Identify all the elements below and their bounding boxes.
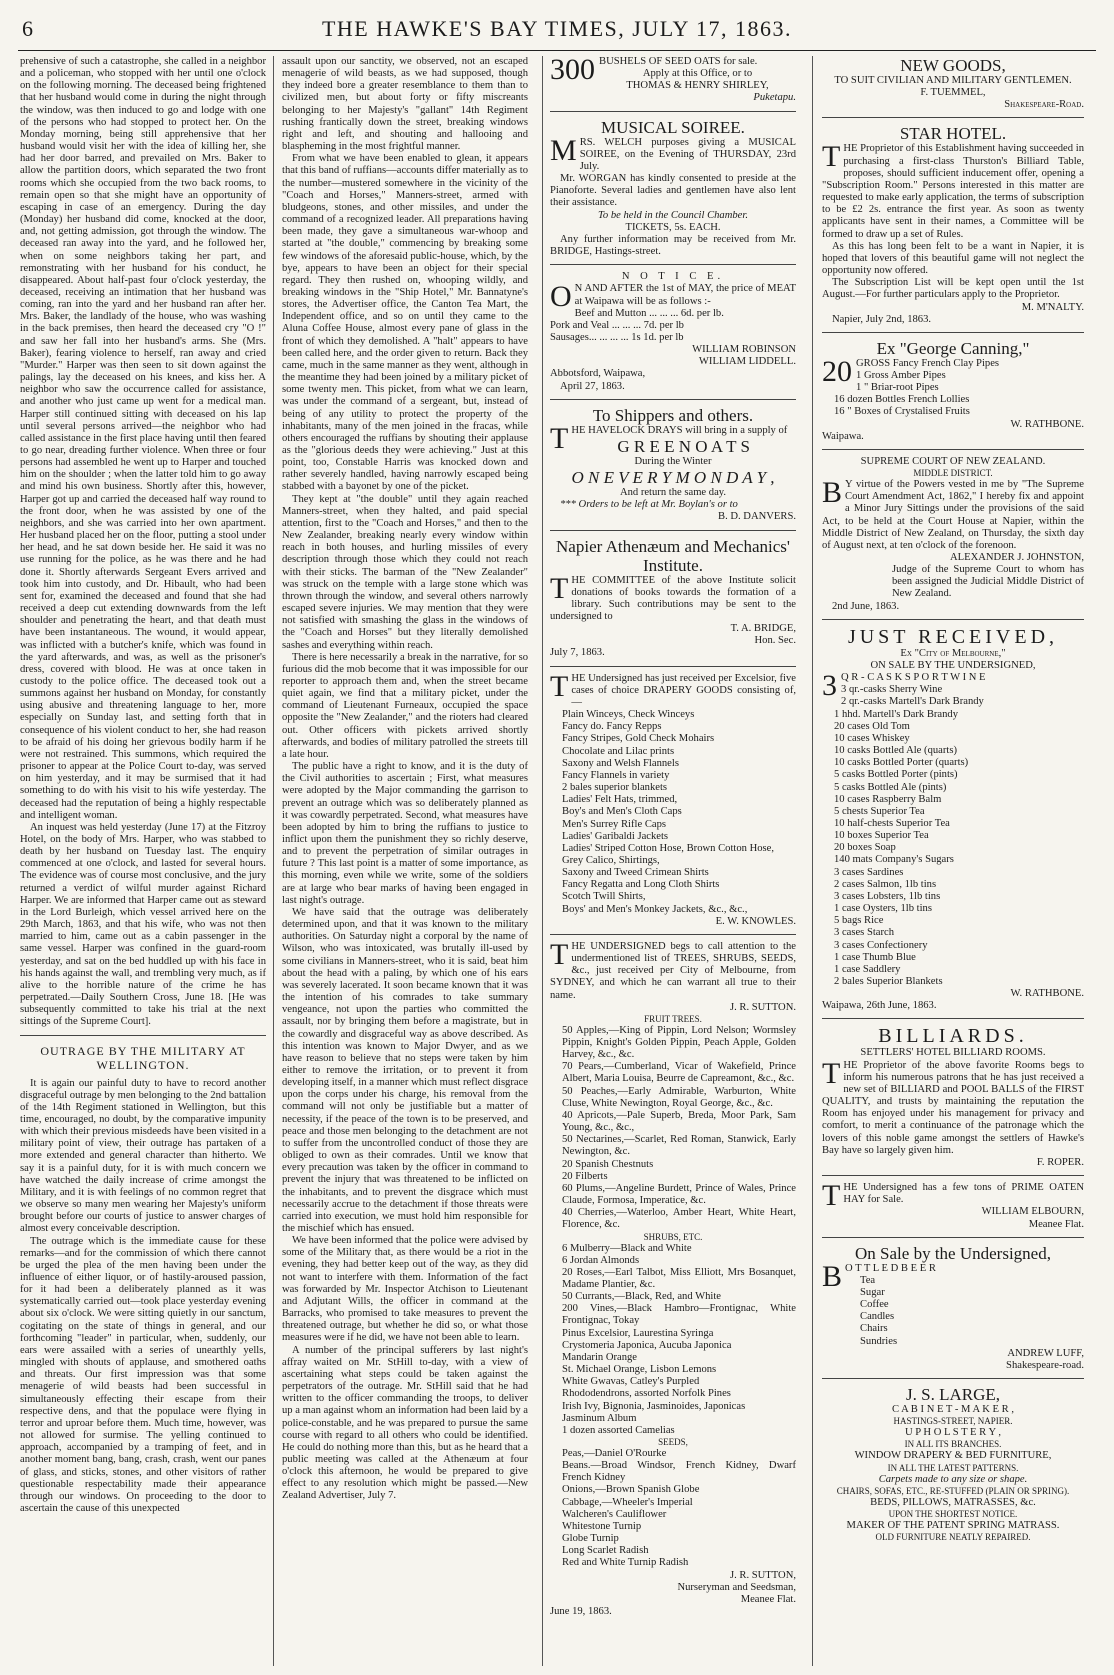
list-heading: FRUIT TREES. bbox=[644, 1013, 702, 1024]
list-item: 5 chests Superior Tea bbox=[834, 805, 925, 817]
list-item: 2 bales superior blankets bbox=[562, 782, 668, 794]
list-item: 20 Filberts bbox=[562, 1170, 608, 1182]
list-item: Ladies' Garibaldi Jackets bbox=[562, 830, 669, 842]
column-rule bbox=[812, 56, 813, 1666]
ad-text: HASTINGS-STREET, NAPIER. bbox=[893, 1416, 1013, 1427]
drop-cap: T bbox=[550, 421, 569, 455]
list-item: 1 hhd. Martell's Dark Brandy bbox=[834, 708, 959, 720]
ad-date: July 7, 1863. bbox=[550, 647, 605, 659]
list-item: 10 cases Raspberry Balm bbox=[834, 793, 942, 805]
ad-heading: JUST RECEIVED, bbox=[847, 625, 1059, 648]
article-paragraph: It is again our painful duty to have to record another disgraceful outrage by men belonging to the 2nd battalion of the 14th Regiment stationed in Wellington, but this time, encouraged, no doubt, by the comparative impunity with which their previous misdeeds have been visited in a military point of view, their outrage has partaken of a more extended and general character than hitherto. We say it is a painful duty, for it is with much concern we have watched the daily increase of crime amongst the Military, and it is with feelings of no common regret that we observe so many men wearing her Majesty's uniform brought before our courts of justice to answer charges of almost every conceivable description. bbox=[20, 1077, 266, 1235]
ad-text: C A B I N E T - M A K E R , bbox=[891, 1404, 1015, 1416]
list-item: Plain Winceys, Check Winceys bbox=[562, 709, 695, 721]
divider bbox=[822, 1018, 1084, 1019]
ad-heading: SUPREME COURT OF NEW ZEALAND. bbox=[860, 455, 1046, 467]
ad-number: 300 bbox=[550, 56, 595, 86]
ad-drapery bbox=[550, 669, 796, 928]
list-item: Cabbage,—Wheeler's Imperial bbox=[562, 1496, 693, 1508]
list-item: Coffee bbox=[860, 1299, 889, 1311]
list-item: Fancy Regatta and Long Cloth Shirts bbox=[562, 879, 720, 891]
list-item: 1 case Thumb Blue bbox=[834, 951, 916, 963]
ad-text: HE Proprietor of the above favorite Rooms begs to inform his numerous patrons that he has just received a new set of BILLIARD and POOL BALLS of the FIRST QUALITY, and trusts by maintaining the reputation the Room has enjoyed under his management for privacy and comfort, to merit a continuance of the patronage which the lovers of this noble game amongst the settlers of Hawke's Bay have so largely given him. bbox=[822, 1059, 1084, 1156]
list-item: 60 Plums,—Angeline Burdett, Prince of Wales, Prince Claude, Formosa, Imperatice, &c. bbox=[562, 1182, 796, 1207]
article-paragraph: They kept at "the double" until they again reached Manners-street, when they halted, and paid special attention, first to the "Coach and Horses," and then to the New Zealander, breaking nearly every window within reach in both houses, and hurling missiles of every description through those which they could not reach with their sticks. The barman of the "New Zealander" was struck on the temple with a large stone which was thrown through the window, and several others narrowly escaped severe injuries. We may mention that they were not satisfied with smashing the glass in the windows of the "Coach and Horses" but they literally demolished sashes and everything within reach. bbox=[282, 493, 528, 651]
price-line: Sausages... ... ... ... 1s 1d. per lb bbox=[550, 331, 684, 343]
ad-signature: F. ROPER. bbox=[1036, 1156, 1084, 1168]
list-item: Jasminum Album bbox=[562, 1412, 637, 1424]
ad-subheading: MIDDLE DISTRICT. bbox=[913, 468, 993, 479]
ad-date: April 27, 1863. bbox=[560, 380, 625, 392]
list-item: Beans.—Broad Windsor, French Kidney, Dwarf French Kidney bbox=[562, 1460, 796, 1484]
drapery-list bbox=[550, 709, 796, 916]
ad-oaten-hay bbox=[822, 1179, 1084, 1231]
list-item: Crystomeria Japonica, Aucuba Japonica bbox=[562, 1339, 732, 1351]
list-item: GROSS Fancy French Clay Pipes bbox=[856, 357, 1000, 369]
list-item: 40 Apricots,—Pale Superb, Breda, Moor Park, Sam Young, &c., &c., bbox=[562, 1109, 796, 1134]
list-item: 20 cases Old Tom bbox=[834, 720, 910, 732]
list-heading: SHRUBS, ETC. bbox=[643, 1231, 703, 1242]
list-item: Peas,—Daniel O'Rourke bbox=[562, 1448, 667, 1459]
ad-text: HE Undersigned has just received per Excelsior, five cases of choice DRAPERY GOODS consisting of,— bbox=[571, 672, 796, 708]
article-paragraph: There is here necessarily a break in the narrative, for so furious did the mob become that it was impossible for our reporter to approach them and, when the street became quiet again, we find that a military picket, under the command of Lieutenant Furneaux, occupied the space opposite the "New Zealander," and the rioters had cleared out. Other officers with pickets arrived shortly afterwards, and bodies of military patrolled the streets till a late hour. bbox=[282, 651, 528, 760]
ad-heading: N O T I C E. bbox=[621, 271, 725, 283]
ad-feature: G R E E N O A T S bbox=[617, 436, 750, 456]
ad-text: O T T L E D B E E R bbox=[845, 1262, 936, 1274]
ad-signature: T. A. BRIDGE, bbox=[730, 623, 796, 635]
price-line: Pork and Veal ... ... ... 7d. per lb bbox=[550, 319, 684, 331]
drop-cap: T bbox=[822, 1179, 841, 1213]
ad-meat-notice bbox=[550, 271, 796, 393]
list-item: Fancy Stripes, Gold Check Mohairs bbox=[562, 733, 715, 745]
article-paragraph: The public have a right to know, and it is the duty of the Civil authorities to ascertain ; First, what measures were adopted by the Major commanding the garrison to prevent an outrage which was so deliberately planned as it was cowardly perpetrated. Second, what measures have been adopted by him to bring the ruffians to justice to inflict upon them the punishment they so richly deserve, and to prevent the perpetration of similar outrages in future ? This last point is a matter of some importance, as this morning, even while we write, some of the soldiers are at large who bear marks of having been engaged in last night's outrage. bbox=[282, 761, 528, 906]
list-item: 5 casks Bottled Porter (pints) bbox=[834, 769, 958, 781]
ad-just-received bbox=[822, 626, 1084, 1013]
list-item: Saxony and Welsh Flannels bbox=[562, 757, 679, 769]
list-item: 1 case Saddlery bbox=[834, 963, 901, 975]
ad-athenaeum bbox=[550, 537, 796, 660]
ad-date: Napier, July 2nd, 1863. bbox=[832, 313, 932, 325]
drop-cap: O bbox=[550, 280, 572, 314]
ad-heading: BILLIARDS. bbox=[878, 1025, 1028, 1048]
ad-text: MAKER OF THE PATENT SPRING MATRASS. bbox=[846, 1519, 1060, 1531]
ad-heading: MUSICAL SOIREE. bbox=[601, 117, 745, 137]
divider bbox=[822, 619, 1084, 620]
list-item: 10 half-chests Superior Tea bbox=[834, 817, 950, 829]
divider bbox=[822, 1175, 1084, 1176]
ad-heading: To Shippers and others. bbox=[592, 405, 754, 425]
list-item: 3 qr.-casks Sherry Wine bbox=[841, 684, 943, 696]
list-item: Whitestone Turnip bbox=[562, 1520, 642, 1532]
ad-text: CHAIRS, SOFAS, ETC., RE-STUFFED (PLAIN OR SPRING). bbox=[836, 1485, 1070, 1496]
ad-star-hotel bbox=[822, 124, 1084, 325]
list-item: 2 qr.-casks Martell's Dark Brandy bbox=[841, 696, 984, 708]
list-item: Walcheren's Cauliflower bbox=[562, 1508, 667, 1520]
list-item: 1 dozen assorted Camelias bbox=[562, 1424, 675, 1436]
list-item: 3 cases Lobsters, 1lb tins bbox=[834, 890, 941, 902]
list-item: 6 Jordan Almonds bbox=[562, 1254, 640, 1266]
list-item: 3 cases Starch bbox=[834, 927, 895, 939]
divider bbox=[822, 1237, 1084, 1238]
page-number: 6 bbox=[22, 16, 33, 41]
ad-signature: W. RATHBONE. bbox=[1010, 988, 1084, 1000]
list-item: Fancy Flannels in variety bbox=[562, 769, 670, 781]
article-paragraph: An inquest was held yesterday (June 17) at the Fitzroy Hotel, on the body of Mrs. Harper, who was stabbed to death by her husband on Tuesday last. The enquiry commenced at one o'clock, and lasted for several hours. The evidence was of course most conclusive, and the jury returned a verdict of wilful murder against Richard Harper. We are informed that Harper came out as steward in the Lord Burleigh, which vessel arrived here on the 29th March, 1863, and that his wife, who was not then married to him, came out as a cabin passenger in the same vessel. Harper was confined in the guard-room yesterday, and sat on the bed huddled up with his face in his hands against the wall, and trembling very much, as if alive to the horrible nature of the crime he has perpetrated.—Daily Southern Cross, June 18. [He was subsequently committed to take his trial at the next sittings of the Supreme Court]. bbox=[20, 821, 266, 1028]
list-item: Tea bbox=[860, 1274, 876, 1286]
divider bbox=[550, 111, 796, 112]
list-item: 40 Cherries,—Waterloo, Amber Heart, White Heart, Florence, &c. bbox=[562, 1207, 796, 1231]
ad-text: HE UNDERSIGNED begs to call attention to the undermentioned list of TREES, SHRUBS, SEEDS, &c., just received per City of Melbourne, from SYDNEY, and which he can warrant all true to their name. bbox=[550, 940, 796, 1001]
list-item: Grey Calico, Shirtings, bbox=[562, 854, 660, 866]
ad-text: Mr. WORGAN has kindly consented to preside at the Pianoforte. Several ladies and gentlemen have also lent their assistance. bbox=[550, 173, 796, 209]
list-item: Globe Turnip bbox=[562, 1533, 619, 1545]
list-item: 20 Roses,—Earl Talbot, Miss Elliott, Mrs Bosanquet, Madame Plantier, &c. bbox=[562, 1266, 796, 1290]
list-item: 70 Pears,—Cumberland, Vicar of Wakefield, Prince Albert, Maria Louisa, Beurre de Capreamont, &c., &c. bbox=[562, 1061, 796, 1085]
article-paragraph: prehensive of such a catastrophe, she called in a neighbor and a policeman, who stopped with her until one o'clock on the following morning. The deceased being frightened that her husband would come in during the night through the window, was then induced to go and lodge with one of the persons who had stopped to protect her. On the Monday morning, being still apprehensive that her husband would visit her with the idea of killing her, she had her door barred, and prevailed on Mrs. Baker to allow the partition doors, which separated the two front rooms which she occupied from the two back rooms, to remain open so that she might have an opportunity of escaping in case of an emergency. During the day (Monday) her husband did come, knocked at the door, and, not getting admission, got through the window. The deceased ran away into the yard, and he followed her, when on some neighbors taking her part, and remonstrating with her husband for his conduct, he disappeared. About half-past four o'clock yesterday, the deceased, receiving an intimation that her husband was coming, ran into the yard and her husband ran after her. Mrs. Baker, the landlady of the house, who was washing in the back premises, then heard the deceased cry "O !" and saw her fall into her husband's arms. She (Mrs. Baker), fearing violence to herself, ran away and cried "Murder." Harper was then seen to sit down against the palings, lay the deceased on his knees, and kiss her. A neighbor who saw the occurrence called for assistance, and another who just came up went for a medical man. Harper still continued sitting with deceased on his lap until several persons arrived—the neighbor who had called assistance in the first place having until then feared to go near, dreading further violence. When three or four persons had assembled he went up to Harper and touched him on the shoulder ; when the latter told him to go away and mind his own business. Shortly after this, however, Harper got up and carried the deceased half way round to the front door, when he was assisted by one of the neighbors, and she was carried into her own apartment. Her husband placed her on the floor, putting a stool under her head, and he sat down beside her. He said it was no use running for the police, as he was there and he had done it. Shortly afterwards Sergeant Evers arrived and took him into custody, and Dr. Hibault, who had been sent for, examined the deceased and found that she had received a deep cut extending downwards from the left shoulder and penetrating the heart, and that death must have been instantaneous. The wound, it would appear, was inflicted with a butcher's knife, which was found in the yard afterwards, and was, as well as the prisoner's dress, covered with blood. He was at once taken in custody to the police office. The deceased took out a summons against her husband on Monday, for constantly using abusive and threatening language to her, more especially on Sunday last, and setting forth that in consequence of his violent conduct to her, she had reason to be afraid of his doing her grievous bodily harm if he were not restrained. This summons, which required the prisoner to appear at the Police Court to-day, was served on him yesterday, and it may be surmised that it had something to do with his visit to his wife yesterday. The deceased had the reputation of being a highly respectable and intelligent woman. bbox=[20, 56, 266, 821]
ad-signature: ANDREW LUFF, bbox=[1007, 1347, 1084, 1359]
price-line: Beef and Mutton ... ... ... 6d. per lb. bbox=[574, 307, 724, 319]
ad-subheading: SETTLERS' HOTEL BILLIARD ROOMS. bbox=[860, 1047, 1046, 1059]
list-heading: SEEDS, bbox=[658, 1437, 688, 1447]
ad-signature: WILLIAM ELBOURN, bbox=[981, 1206, 1084, 1218]
divider bbox=[550, 666, 796, 667]
ad-text: N AND AFTER the 1st of MAY, the price of MEAT at Waipawa will be as follows :- bbox=[574, 283, 796, 307]
list-item: 16 " Boxes of Crystalised Fruits bbox=[834, 406, 970, 418]
ad-signature: J. R. SUTTON, bbox=[729, 1569, 796, 1581]
drop-cap: T bbox=[822, 140, 841, 174]
divider bbox=[20, 1035, 266, 1036]
list-item: Candles bbox=[860, 1311, 895, 1323]
list-item: 3 cases Sardines bbox=[834, 866, 904, 878]
goods-list bbox=[822, 684, 1084, 988]
list-item: St. Michael Orange, Lisbon Lemons bbox=[562, 1364, 717, 1376]
list-item: 50 Currants,—Black, Red, and White bbox=[562, 1291, 721, 1303]
list-item: 2 bales Superior Blankets bbox=[834, 976, 943, 987]
beer-list bbox=[822, 1275, 1084, 1348]
drop-cap: T bbox=[550, 937, 569, 971]
ad-text: Any further information may be received from Mr. BRIDGE, Hastings-street. bbox=[550, 233, 796, 258]
list-item: Long Scarlet Radish bbox=[562, 1545, 649, 1557]
ad-venue: To be held in the Council Chamber. bbox=[598, 209, 748, 221]
list-item: Saxony and Tweed Crimean Shirts bbox=[562, 867, 709, 879]
list-item: Scotch Twill Shirts, bbox=[562, 891, 646, 903]
ad-text: As this has long been felt to be a want in Napier, it is hoped that lovers of this beautiful game will not neglect the opportunity now offered. bbox=[822, 240, 1084, 277]
pipes-list bbox=[822, 354, 1084, 419]
ad-place: Shakespeare-road. bbox=[1006, 1359, 1084, 1371]
article-paragraph: The outrage which is the immediate cause for these remarks—and for the commission of which there cannot be urged the plea of the men having been under the influence of either liquor, or of hastily-aroused passion, for it had been a deliberately planned as it was systematically carried out—took place yesterday evening about six o'clock. We were sitting quietly in our sanctum, cogitating on the state of things in general, and our forthcoming "leader" in particular, when, suddenly, our ears were assailed with a series of unearthly yells, mingled with shouts of applause, and smothered oaths and threats. Our first impression was that some menagerie of wild beasts had been successful in simultaneously effecting their escape from their respective dens, and that the populace were flying in terror and uproar before them. Much time, however, was not allowed for surmise. The yelling continued to approach, accompanied by a tramping of feet, and in another moment bang, bang, crash, crash, went our panes of glass, and sticks, stones, and other visitors of rather questionable respectability made their appearance through our windows. On proceeding to the door to ascertain the cause of this unexpected bbox=[20, 1235, 266, 1514]
list-item: 140 mats Company's Sugars bbox=[834, 854, 954, 866]
ad-date: 2nd June, 1863. bbox=[832, 600, 900, 612]
list-item: Red and White Turnip Radish bbox=[562, 1557, 689, 1569]
ad-role: Nurseryman and Seedsman, bbox=[677, 1581, 796, 1593]
ad-text: HE COMMITTEE of the above Institute solicit donations of books towards the formation of a library. Such contributions may be sent to the undersigned to bbox=[550, 574, 796, 622]
ad-text: THOMAS & HENRY SHIRLEY, bbox=[626, 80, 769, 92]
ad-tickets: TICKETS, 5s. EACH. bbox=[625, 221, 721, 233]
ad-place: Shakespeare-Road. bbox=[1004, 99, 1084, 111]
ad-text: HE Proprietor of this Establishment having succeeded in purchasing a first-class Thurston's Billiard Table, proposes, should sufficient inducement offer, opening a "Subscription Room." Persons interested in this matter are requested to make early application, the terms of subscription to be £2 2s. entrance the first year. As soon as twenty applicants have sent in their names, a Committee will be formed to draw up a set of Rules. bbox=[822, 143, 1084, 240]
drop-cap: T bbox=[550, 669, 569, 703]
ad-text: OLD FURNITURE NEATLY REPAIRED. bbox=[875, 1532, 1031, 1542]
fruit-list bbox=[550, 1025, 796, 1232]
list-item: 50 Nectarines,—Scarlet, Red Roman, Stanwick, Early Newington, &c. bbox=[562, 1134, 796, 1158]
article-heading: OUTRAGE BY THE MILITARY AT WELLINGTON. bbox=[40, 1043, 246, 1072]
divider bbox=[822, 449, 1084, 450]
list-item: 50 Apples,—King of Pippin, Lord Nelson; Wormsley Pippin, Knight's Golden Pippin, Peach Apple, Golden Harvey, &c., &c. bbox=[562, 1024, 796, 1061]
list-item: Boy's and Men's Cloth Caps bbox=[562, 806, 682, 818]
ad-text: The Subscription List will be kept open until the 1st August.—For further particulars apply to the Proprietor. bbox=[822, 277, 1084, 301]
list-item: 16 dozen Bottles French Lollies bbox=[834, 394, 970, 406]
list-item: Fancy do. Fancy Repps bbox=[562, 721, 662, 733]
ad-place: Waipawa. bbox=[822, 430, 864, 442]
divider bbox=[822, 332, 1084, 333]
drop-cap: B bbox=[822, 1259, 843, 1293]
ad-subheading: Ex "City of Melbourne," bbox=[900, 647, 1006, 659]
ad-text: Y virtue of the Powers vested in me by "The Supreme Court Amendment Act, 1862," I hereby fix and appoint a Minor Jury Sittings under the provisions of the said Act, to be held at the Court House at Napier, within the Middle District of New Zealand, on Thursday, the sixth day of August next, at ten o'clock of the forenoon. bbox=[822, 479, 1084, 551]
ad-text: IN ALL ITS BRANCHES. bbox=[904, 1439, 1002, 1450]
list-item: Chocolate and Lilac prints bbox=[562, 745, 675, 757]
column-rule bbox=[542, 56, 543, 1666]
article-paragraph: From what we have been enabled to glean, it appears that this band of ruffians—accounts differ materially as to the number—mustered somewhere in the vicinity of the "Coach and Horses," Manners-street, armed with bludgeons, stones, and other missiles, and under the command of a recognized leader. All preparations having been made, they gave a simultaneous war-whoop and started at "the double," commencing by breaking some few windows of the aforesaid public-house, which, by the bye, appears to have been an object for their special regard. They then rushed on, whooping wildly, and breaking windows in the "Ship Hotel," Mr. Bannatyne's stores, the Advertiser office, the Canton Tea Mart, the Independent office, and so on until they came to the Aluna Coffee House, almost every pane of glass in the front of which they demolished. A "halt" appears to have been called here, and the order given to return. Back they came, much in the same manner as they went, although in the meantime they had been joined by a military picket of some twenty men. This picket, from what we can learn, was under the command of a sergeant, but, instead of being of any utility to protect the property of the inhabitants, many of the men joined in the fracas, while others encouraged the ruffians by shouting their applause as the "glorious deeds they were achieving." Just at this point, too, Constable Harris was knocked down and rather severely handled, having narrowly escaped being stabbed with a bayonet by one of the picket. bbox=[282, 153, 528, 493]
ad-text: BUSHELS OF SEED OATS for sale. bbox=[599, 56, 758, 67]
ad-role: Judge of the Supreme Court to whom has been assigned the Judicial Middle District of New Zealand. bbox=[892, 564, 1084, 600]
ad-signature: F. TUEMMEL, bbox=[920, 87, 986, 99]
ad-text: RS. WELCH purposes giving a MUSICAL SOIREE, on the Evening of THURSDAY, 23rd July. bbox=[579, 136, 796, 172]
list-item: 1 case Oysters, 1lb tins bbox=[834, 903, 932, 915]
list-item: Men's Surrey Rifle Caps bbox=[562, 818, 667, 830]
list-item: 10 boxes Superior Tea bbox=[834, 830, 929, 842]
ad-signature: WILLIAM ROBINSON bbox=[692, 344, 796, 356]
list-item: 20 Spanish Chestnuts bbox=[562, 1158, 654, 1170]
ad-feature: O N E V E R Y M O N D A Y , bbox=[571, 468, 775, 488]
ad-date: June 19, 1863. bbox=[550, 1606, 612, 1618]
list-item: White Gwavas, Catley's Purpled bbox=[562, 1376, 700, 1388]
column-2 bbox=[282, 56, 528, 1666]
column-3 bbox=[550, 56, 796, 1666]
column-4 bbox=[822, 56, 1084, 1666]
ad-text: IN ALL THE LATEST PATTERNS. bbox=[887, 1462, 1019, 1473]
ad-place: Meanee Flat. bbox=[1028, 1218, 1084, 1230]
ad-new-goods bbox=[822, 56, 1084, 111]
ad-text: WINDOW DRAPERY & BED FURNITURE, bbox=[854, 1450, 1052, 1462]
list-item: 5 casks Bottled Ale (pints) bbox=[834, 781, 947, 793]
ad-text: UPON THE SHORTEST NOTICE. bbox=[888, 1508, 1018, 1519]
list-item: 5 bags Rice bbox=[834, 915, 884, 927]
ad-text: Carpets made to any size or shape. bbox=[878, 1473, 1028, 1485]
list-item: Sugar bbox=[860, 1286, 885, 1298]
paper-title: THE HAWKE'S BAY TIMES, JULY 17, 1863. bbox=[321, 16, 793, 41]
ad-signature: ALEXANDER J. JOHNSTON, bbox=[950, 552, 1084, 563]
ad-signature: E. W. KNOWLES. bbox=[715, 915, 796, 927]
list-item: Ladies' Striped Cotton Hose, Brown Cotton Hose, bbox=[562, 842, 775, 854]
divider bbox=[550, 264, 796, 265]
article-paragraph: We have said that the outrage was deliberately determined upon, and that it was known to the military authorities. On Saturday night a corporal by the name of Wilson, who was intoxicated, was brutally ill-used by some civilians in Manners-street, who it is said, beat him about the head with a paling, by which one of his ears was severely lacerated. It soon became known that it was the intention of his comrades to take summary vengeance, not upon the parties who committed the assault, nor by bringing them before a magistrate, but in the cowardly and disgraceful way as above described. As this intention was known to Major Dwyer, and as we have reason to believe that no steps were taken by him either to remove the irritation, or to prevent it from developing itself, in a manner which must reflect disgrace upon the corps under his charge, his removal from the command will not only be justifiable but a matter of necessity, if the peace of the town is to be preserved, and peace and those men belonging to the detachment are not to suffer from the uncontrolled conduct of those they are obliged to own as their comrades. Until we know that every precaution was taken by the officer in command to prevent the injury that was threatened to be inflicted on the inhabitants, and to prevent the disgrace which must necessarily accrue to the detachment if those threats were carried into execution, we must hold him responsible for the mischief which has ensued. bbox=[282, 906, 528, 1234]
ad-number: 3 bbox=[822, 669, 837, 703]
shrub-list bbox=[550, 1243, 796, 1438]
ad-bottled-beer bbox=[822, 1244, 1084, 1372]
drop-cap: B bbox=[822, 476, 843, 510]
ad-heading: STAR HOTEL. bbox=[899, 124, 1007, 144]
ad-heading: Ex "George Canning," bbox=[876, 338, 1030, 358]
ad-text: HE HAVELOCK DRAYS will bring in a supply of bbox=[571, 424, 788, 436]
divider bbox=[550, 934, 796, 935]
list-item: Sundries bbox=[860, 1335, 898, 1347]
ad-place: Puketapu. bbox=[753, 92, 796, 104]
list-item: 1 Gross Amber Pipes bbox=[856, 369, 946, 381]
ad-date: Waipawa, 26th June, 1863. bbox=[822, 1000, 937, 1012]
ad-signature: M. M'NALTY. bbox=[1021, 301, 1084, 313]
ad-text: During the Winter bbox=[634, 455, 712, 467]
list-item: Rhododendrons, assorted Norfolk Pines bbox=[562, 1388, 731, 1400]
list-item: Mandarin Orange bbox=[562, 1351, 638, 1363]
ad-george-canning bbox=[822, 339, 1084, 443]
ad-signature: W. RATHBONE. bbox=[1010, 418, 1084, 430]
article-paragraph: We have been informed that the police were advised by some of the Military that, as there would be a riot in the evening, they had better keep out of the way, as they did not want to interfere with them. Information of the fact was forwarded by Mr. Inspector Atchison to Lieutenant and Adjutant Wills, the officer in command at the Barracks, who promised to take measures to prevent the threatened outrage, but whether he did so, or what those measures were if he did, we have not been able to learn. bbox=[282, 1235, 528, 1344]
ad-text: Apply at this Office, or to bbox=[642, 68, 753, 80]
divider bbox=[550, 530, 796, 531]
ad-text: TO SUIT CIVILIAN AND MILITARY GENTLEMEN. bbox=[834, 75, 1072, 86]
ad-place: Meanee Flat. bbox=[740, 1593, 796, 1605]
ad-musical-soiree bbox=[550, 118, 796, 259]
ad-text: HE Undersigned has a few tons of PRIME OATEN HAY for Sale. bbox=[843, 1182, 1084, 1206]
ad-signature: WILLIAM LIDDELL. bbox=[698, 356, 796, 368]
ad-heading: On Sale by the Undersigned, bbox=[855, 1243, 1051, 1263]
list-item: 200 Vines,—Black Hambro—Frontignac, White Frontignac, Tokay bbox=[562, 1303, 796, 1327]
seed-list bbox=[550, 1448, 796, 1570]
ad-text: And return the same day. bbox=[619, 487, 727, 499]
ad-heading: NEW GOODS, bbox=[900, 56, 1006, 75]
ad-text: *** Orders to be left at Mr. Boylan's or to bbox=[560, 499, 738, 511]
drop-cap: M bbox=[550, 133, 577, 167]
ad-signature: B. D. DANVERS. bbox=[718, 511, 796, 523]
ad-text: BEDS, PILLOWS, MATRASSES, &c. bbox=[870, 1496, 1036, 1508]
list-item: 20 boxes Soap bbox=[834, 842, 896, 854]
ad-text: Q R - C A S K S P O R T W I N E bbox=[841, 672, 986, 684]
list-item: Onions,—Brown Spanish Globe bbox=[562, 1484, 700, 1496]
list-item: Irish Ivy, Bignonia, Jasminoides, Japonicas bbox=[562, 1400, 746, 1412]
list-item: 2 cases Salmon, 1lb tins bbox=[834, 878, 937, 890]
list-item: Chairs bbox=[860, 1323, 888, 1335]
ad-trees-shrubs bbox=[550, 937, 796, 1618]
ad-js-large bbox=[822, 1385, 1084, 1543]
drop-cap: T bbox=[550, 571, 569, 605]
list-item: 1 " Briar-root Pipes bbox=[856, 382, 939, 394]
list-item: 50 Peaches,—Early Admirable, Warburton, White Cluse, White Newington, Royal George, &c., &c. bbox=[562, 1085, 796, 1109]
list-item: Pinus Excelsior, Laurestina Syringa bbox=[562, 1327, 714, 1339]
ad-text: U P H O L S T E R Y , bbox=[904, 1427, 1002, 1439]
ad-shippers bbox=[550, 406, 796, 524]
divider bbox=[822, 1378, 1084, 1379]
column-1 bbox=[20, 56, 266, 1666]
article-paragraph: A number of the principal sufferers by last night's affray waited on Mr. StHill to-day, with a view of ascertaining what steps could be taken against the perpetrators of the outrage. Mr. StHill said that he had written to the officer commanding the troops, to deliver up a man against whom an information had been laid by a police-constable, and he was prepared to pursue the same course with regard to all others who could be identified. He could do nothing more than this, but as he heard that a public meeting was called at the Athenæum at four o'clock this afternoon, he would be prepared to give effect to any resolution which might be passed.—New Zealand Advertiser, July 7. bbox=[282, 1344, 528, 1502]
list-item: Ladies' Felt Hats, trimmed, bbox=[562, 794, 678, 806]
ad-subheading: ON SALE BY THE UNDERSIGNED, bbox=[870, 659, 1036, 671]
ad-billiards bbox=[822, 1025, 1084, 1169]
ad-heading: Napier Athenæum and Mechanics' Institute. bbox=[556, 536, 790, 575]
ad-heading: J. S. LARGE, bbox=[906, 1385, 1000, 1405]
list-item: Boys' and Men's Monkey Jackets, &c., &c., bbox=[562, 903, 748, 915]
drop-cap: T bbox=[822, 1056, 841, 1090]
column-rule bbox=[273, 56, 274, 1666]
list-item: 10 casks Bottled Ale (quarts) bbox=[834, 745, 957, 757]
list-item: 10 cases Whiskey bbox=[834, 732, 910, 744]
ad-role: Hon. Sec. bbox=[754, 635, 796, 647]
divider bbox=[822, 117, 1084, 118]
list-item: 3 cases Confectionery bbox=[834, 939, 928, 951]
ad-seed-oats bbox=[550, 56, 796, 105]
ad-place: Abbotsford, Waipawa, bbox=[550, 368, 646, 380]
list-item: 6 Mulberry—Black and White bbox=[562, 1242, 692, 1254]
ad-supreme-court bbox=[822, 456, 1084, 613]
ad-number: 20 bbox=[822, 354, 852, 388]
ad-signature: J. R. SUTTON. bbox=[729, 1001, 796, 1013]
divider bbox=[550, 399, 796, 400]
article-paragraph: assault upon our sanctity, we observed, not an escaped menagerie of wild beasts, as we had supposed, though they indeed bore a greater resemblance to them than to civilized men, but about forty or fifty miscreants belonging to her Majesty's "gallant" 14th Regiment rushing frantically down the street, breaking windows right and left, and shouting and hallooing and blaspheming in the most frightful manner. bbox=[282, 56, 528, 153]
masthead bbox=[18, 14, 1096, 51]
list-item: 10 casks Bottled Porter (quarts) bbox=[834, 757, 969, 769]
